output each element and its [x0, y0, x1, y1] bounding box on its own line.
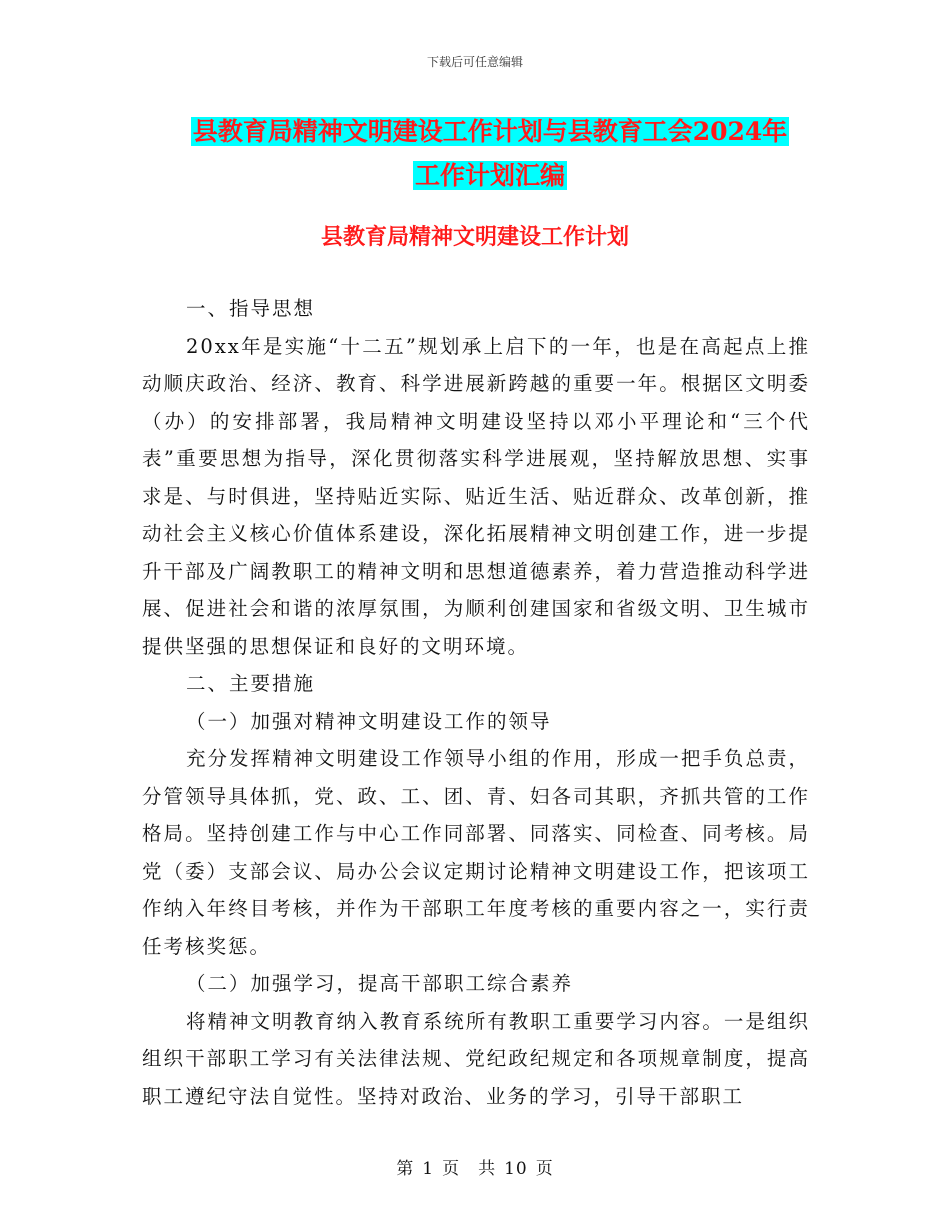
header-note: 下载后可任意编辑 — [426, 55, 523, 69]
page-suffix: 页 — [535, 1159, 554, 1179]
document-body — [142, 290, 810, 1115]
paragraph-leadership: 充分发挥精神文明建设工作领导小组的作用，形成一把手负总责，分管领导具体抓，党、政、工、团、青、妇各司其职，齐抓共管的工作格局。坚持创建工作与中心工作同部署、同落实、同检查、同考核。局党（委）支部会议、局办公会议定期讨论精神文明建设工作，把该项工作纳入年终目考核，并作为干部职工年度考核的重要内容之一，实行责任考核奖惩。 — [142, 747, 810, 958]
document-title — [140, 110, 840, 198]
heading-main-measures: 二、主要措施 — [186, 672, 316, 695]
section-title: 县教育局精神文明建设工作计划 — [320, 224, 629, 250]
page-footer — [0, 1154, 950, 1179]
subheading-leadership: （一）加强对精神文明建设工作的领导 — [186, 709, 552, 733]
subheading-study: （二）加强学习，提高干部职工综合素养 — [186, 972, 574, 995]
paragraph-study: 将精神文明教育纳入教育系统所有教职工重要学习内容。一是组织组织干部职工学习有关法律法规、党纪政纪规定和各项规章制度，提高职工遵纪守法自觉性。坚持对政治、业务的学习，引导干部职工 — [142, 1009, 810, 1108]
page-total: 10 — [504, 1159, 528, 1179]
page-current: 1 — [422, 1159, 435, 1179]
title-line-2: 工作计划汇编 — [414, 161, 565, 190]
page-mid: 页 共 — [442, 1159, 497, 1179]
title-line-1: 县教育局精神文明建设工作计划与县教育工会2024年 — [192, 117, 788, 146]
paragraph-guiding-ideology: 20xx年是实施“十二五”规划承上启下的一年，也是在高起点上推动顺庆政治、经济、教育、科学进展新跨越的重要一年。根据区文明委（办）的安排部署，我局精神文明建设坚持以邓小平理论和“三个代表”重要思想为指导，深化贯彻落实科学进展观，坚持解放思想、实事求是、与时俱进，坚持贴近实际、贴近生活、贴近群众、改革创新，推动社会主义核心价值体系建设，深化拓展精神文明创建工作，进一步提升干部及广阔教职工的精神文明和思想道德素养，着力营造推动科学进展、促进社会和谐的浓厚氛围，为顺利创建国家和省级文明、卫生城市提供坚强的思想保证和良好的文明环境。 — [142, 334, 810, 658]
heading-guiding-ideology: 一、指导思想 — [186, 297, 316, 320]
page-prefix: 第 — [396, 1159, 415, 1179]
